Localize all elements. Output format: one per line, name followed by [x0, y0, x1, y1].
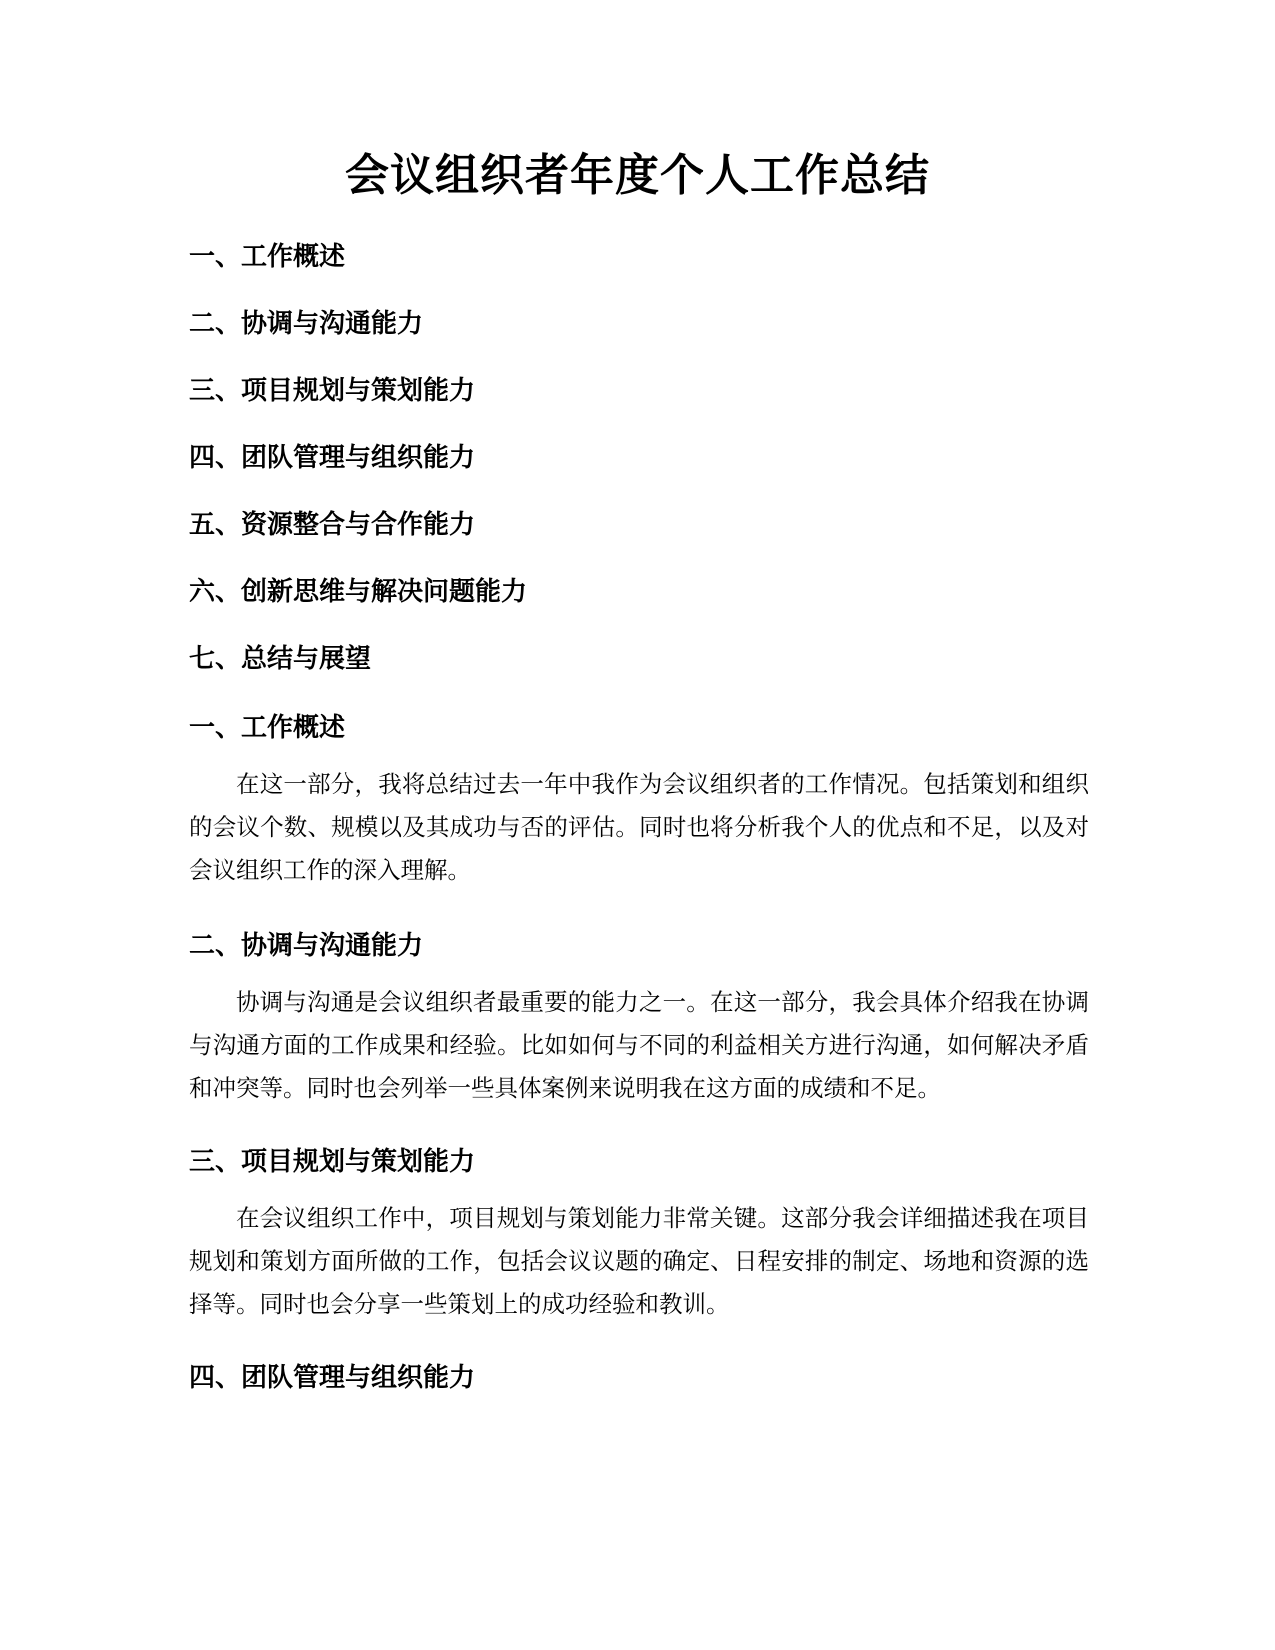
section-planning — [189, 1145, 1089, 1361]
toc-item: 六、创新思维与解决问题能力 — [189, 577, 528, 607]
toc-item: 二、协调与沟通能力 — [189, 309, 424, 339]
toc-item: 七、总结与展望 — [189, 644, 372, 674]
section-heading: 一、工作概述 — [189, 713, 346, 743]
document-title: 会议组织者年度个人工作总结 — [345, 150, 930, 201]
document-body — [189, 711, 1089, 1395]
section-paragraph: 在会议组织工作中，项目规划与策划能力非常关键。这部分我会详细描述我在项目规划和策划方面所做的工作，包括会议议题的确定、日程安排的制定、场地和资源的选择等。同时也会分享一些策划上的成功经验和教训。 — [189, 1204, 1089, 1318]
toc-item: 一、工作概述 — [189, 242, 346, 272]
section-work-overview — [189, 711, 1089, 929]
toc-item: 四、团队管理与组织能力 — [189, 443, 476, 473]
table-of-contents — [189, 240, 1089, 709]
section-coordination — [189, 929, 1089, 1145]
toc-item: 三、项目规划与策划能力 — [189, 376, 476, 406]
section-paragraph: 在这一部分，我将总结过去一年中我作为会议组织者的工作情况。包括策划和组织的会议个数、规模以及其成功与否的评估。同时也将分析我个人的优点和不足，以及对会议组织工作的深入理解。 — [189, 770, 1089, 884]
section-heading: 三、项目规划与策划能力 — [189, 1147, 476, 1177]
section-team-management — [189, 1361, 1089, 1395]
section-paragraph: 协调与沟通是会议组织者最重要的能力之一。在这一部分，我会具体介绍我在协调与沟通方面的工作成果和经验。比如如何与不同的利益相关方进行沟通，如何解决矛盾和冲突等。同时也会列举一些具体案例来说明我在这方面的成绩和不足。 — [189, 988, 1089, 1102]
toc-item: 五、资源整合与合作能力 — [189, 510, 476, 540]
section-heading: 二、协调与沟通能力 — [189, 931, 424, 961]
section-heading: 四、团队管理与组织能力 — [189, 1363, 476, 1393]
